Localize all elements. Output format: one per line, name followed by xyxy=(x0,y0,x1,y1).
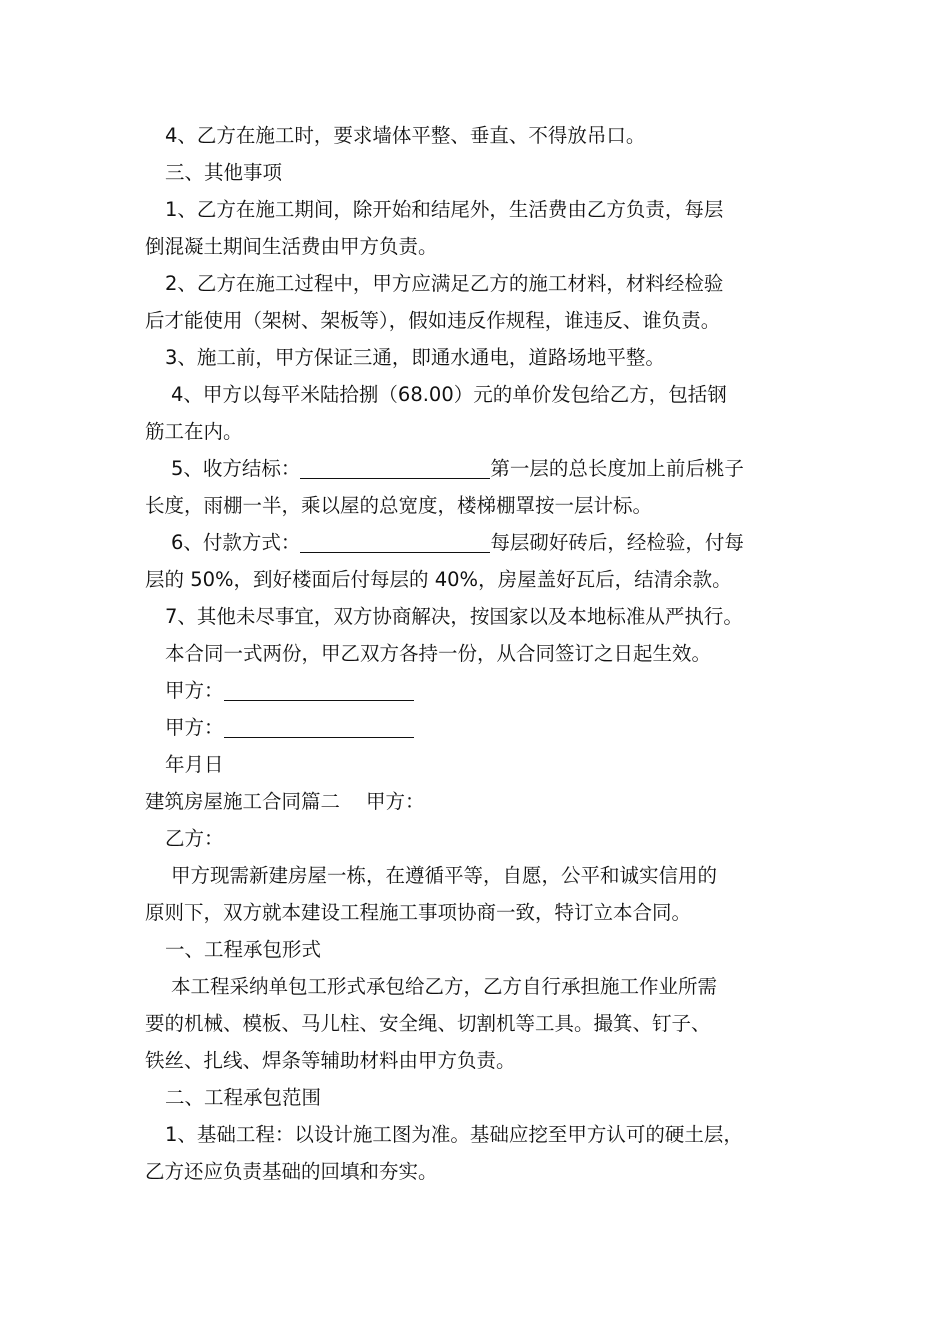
document-title xyxy=(145,783,835,820)
document-body xyxy=(145,117,835,1190)
text: 第一层的总长度加上前后桃子 xyxy=(490,457,744,480)
title: 建筑房屋施工合同篇二 xyxy=(145,790,341,813)
date-line: 年月日 xyxy=(165,753,224,776)
signature-line xyxy=(145,709,835,746)
paragraph: 本合同一式两份，甲乙双方各持一份，从合同签订之日起生效。 xyxy=(165,642,712,665)
paragraph xyxy=(145,524,835,561)
paragraph: 4、甲方以每平米陆拾捌（68.00）元的单价发包给乙方，包括钢 xyxy=(171,383,727,406)
section-heading: 二、工程承包范围 xyxy=(165,1086,322,1109)
fill-blank xyxy=(300,458,490,479)
section-heading: 三、其他事项 xyxy=(165,161,283,184)
paragraph: 1、基础工程：以设计施工图为准。基础应挖至甲方认可的硬土层， xyxy=(165,1123,743,1146)
signature-line xyxy=(145,672,835,709)
label: 甲方： xyxy=(165,716,224,739)
paragraph: 2、乙方在施工过程中，甲方应满足乙方的施工材料，材料经检验 xyxy=(165,272,724,295)
paragraph xyxy=(145,450,835,487)
paragraph-continuation: 后才能使用（架树、架板等），假如违反作规程，谁违反、谁负责。 xyxy=(145,309,721,332)
paragraph: 3、施工前，甲方保证三通，即通水通电，道路场地平整。 xyxy=(165,346,665,369)
party-line: 乙方： xyxy=(165,827,224,850)
fill-blank xyxy=(300,532,490,553)
paragraph: 本工程采纳单包工形式承包给乙方，乙方自行承担施工作业所需 xyxy=(171,975,718,998)
text: 每层砌好砖后，经检验，付每 xyxy=(490,531,744,554)
fill-blank xyxy=(224,717,414,738)
paragraph-continuation: 层的 50%，到好楼面后付每层的 40%，房屋盖好瓦后，结清余款。 xyxy=(145,568,732,591)
label: 6、付款方式： xyxy=(171,531,301,554)
fill-blank xyxy=(224,680,414,701)
label: 甲方： xyxy=(165,679,224,702)
paragraph: 1、乙方在施工期间，除开始和结尾外，生活费由乙方负责，每层 xyxy=(165,198,724,221)
section-heading: 一、工程承包形式 xyxy=(165,938,322,961)
paragraph-continuation: 筋工在内。 xyxy=(145,420,243,443)
label: 5、收方结标： xyxy=(171,457,301,480)
paragraph: 甲方现需新建房屋一栋，在遵循平等，自愿，公平和诚实信用的 xyxy=(171,864,718,887)
paragraph-continuation: 原则下，双方就本建设工程施工事项协商一致，特订立本合同。 xyxy=(145,901,692,924)
paragraph: 7、其他未尽事宜，双方协商解决，按国家以及本地标准从严执行。 xyxy=(165,605,743,628)
paragraph-continuation: 倒混凝土期间生活费由甲方负责。 xyxy=(145,235,438,258)
paragraph-continuation: 乙方还应负责基础的回填和夯实。 xyxy=(145,1160,438,1183)
label: 甲方： xyxy=(366,790,425,813)
paragraph-continuation: 要的机械、模板、马儿柱、安全绳、切割机等工具。撮箕、钉子、 xyxy=(145,1012,711,1035)
paragraph-continuation: 长度，雨棚一半，乘以屋的总宽度，楼梯棚罩按一层计标。 xyxy=(145,494,653,517)
paragraph-continuation: 铁丝、扎线、焊条等辅助材料由甲方负责。 xyxy=(145,1049,516,1072)
paragraph: 4、乙方在施工时，要求墙体平整、垂直、不得放吊口。 xyxy=(165,124,646,147)
